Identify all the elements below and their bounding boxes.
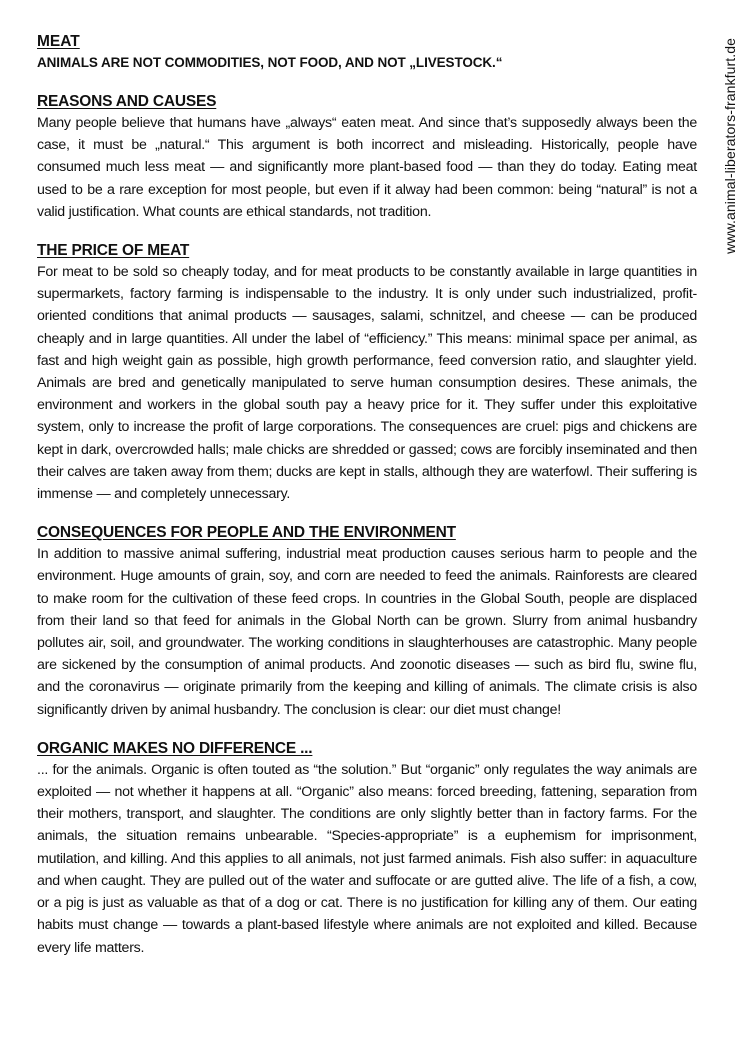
section-reasons-and-causes: [37, 92, 697, 223]
page-subtitle: ANIMALS ARE NOT COMMODITIES, NOT FOOD, AND NOT „LIVESTOCK.“: [37, 55, 503, 70]
section-paragraph: Many people believe that humans have „always“ eaten meat. And since that’s supposedly always been the case, it must be „natural.“ This argument is both incorrect and misleading. Historically, people have consumed much less meat — and significantly more plant-based food — than they do today. Eating meat used to be a rare exception for most people, but even if it alway had been common: being “natural” is not a valid justification. What counts are ethical standards, not tradition.: [37, 115, 697, 220]
section-paragraph: In addition to massive animal suffering, industrial meat production causes serious harm to people and the environment. Huge amounts of grain, soy, and corn are needed to feed the animals. Rainforests are cleared to make room for the cultivation of these feed crops. In countries in the Global South, people are displaced from their land so that feed for animals in the Global North can be grown. Slurry from animal husbandry pollutes air, soil, and groundwater. The working conditions in slaughterhouses are catastrophic. Many people are sickened by the consumption of animal products. And zoonotic diseases — such as bird flu, swine flu, and the coronavirus — originate primarily from the keeping and killing of animals. The climate crisis is also significantly driven by animal husbandry. The conclusion is clear: our diet must change!: [37, 546, 697, 718]
section-heading: THE PRICE OF MEAT: [37, 242, 190, 260]
section-price-of-meat: [37, 241, 697, 505]
section-organic: [37, 739, 697, 959]
document-page: [37, 32, 697, 959]
section-heading: CONSEQUENCES FOR PEOPLE AND THE ENVIRONMENT: [37, 524, 456, 542]
section-heading: ORGANIC MAKES NO DIFFERENCE ...: [37, 739, 313, 757]
section-paragraph: For meat to be sold so cheaply today, and for meat products to be constantly available in large quantities in supermarkets, factory farming is indispensable to the industry. It is only under such industrialized, profit-oriented conditions that animal products — sausages, salami, schnitzel, and cheese — can be produced cheaply and in large quantities. All under the label of “efficiency.” This means: minimal space per animal, as fast and high weight gain as possible, high growth performance, feed conversion ratio, and slaughter yield. Animals are bred and genetically manipulated to serve human consumption desires. These animals, the environment and workers in the global south pay a heavy price for it. They suffer under this exploitative system, only to increase the profit of large corporations. The consequences are cruel: pigs and chickens are kept in dark, overcrowded halls; male chicks are shredded or gassed; cows are forcibly inseminated and then their calves are taken away from them; ducks are kept in stalls, although they are waterfowl. Their suffering is immense — and completely unnecessary.: [37, 264, 697, 503]
section-consequences: [37, 523, 697, 721]
section-heading: REASONS AND CAUSES: [37, 93, 217, 110]
page-title: MEAT: [37, 33, 80, 50]
section-paragraph: ... for the animals. Organic is often touted as “the solution.” But “organic” only regulates the way animals are exploited — not whether it happens at all. “Organic” also means: forced breeding, fattening, separation from their mothers, transport, and slaughter. The conditions are only slightly better than in factory farms. For the animals, the situation remains unbearable. “Species-appropriate” is a euphemism for imprisonment, mutilation, and killing. And this applies to all animals, not just farmed animals. Fish also suffer: in aquaculture and when caught. They are pulled out of the water and suffocate or are gutted alive. The life of a fish, a cow, or a pig is just as valuable as that of a dog or cat. There is no justification for killing any of them. Our eating habits must change — towards a plant-based lifestyle where animals are not exploited and killed. Because every life matters.: [37, 761, 697, 956]
website-url: www.animal-liberators-frankfurt.de: [722, 38, 738, 254]
